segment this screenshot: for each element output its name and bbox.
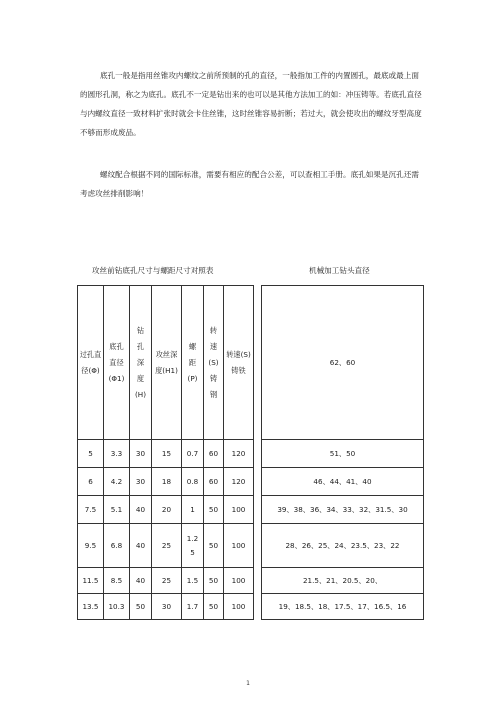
intro-paragraph: 底孔一般是指用丝锥攻内螺纹之前所预制的孔的直径，一般指加工件的内置圆孔，最底或最上面的圆形孔洞，称之为底孔。底孔不一定是钻出来的也可以是其他方法加工的如：冲压铸等。若底孔直径与内螺纹直径一致材料扩张时就会卡住丝锥，这时丝锥容易折断；若过大，就会使攻出的螺纹牙型高度不够而形成废品。 xyxy=(80,71,422,137)
cell: 50 xyxy=(204,594,224,620)
table-row xyxy=(78,524,254,568)
table-row xyxy=(262,524,424,568)
cell: 40 xyxy=(130,524,152,568)
cell: 25 xyxy=(152,568,182,594)
header-tap-depth: 攻丝深度(H1) xyxy=(152,286,182,440)
header-bottom-hole-diameter: 底孔直径(Φ1) xyxy=(104,286,130,440)
cell: 18 xyxy=(152,468,182,496)
cell: 13.5 xyxy=(78,594,104,620)
table-row xyxy=(262,496,424,524)
cell: 50 xyxy=(204,568,224,594)
cell: 11.5 xyxy=(78,568,104,594)
cell: 60 xyxy=(204,440,224,468)
cell: 21.5、21、20.5、20、 xyxy=(262,568,424,594)
cell: 6 xyxy=(78,468,104,496)
cell: 20 xyxy=(152,496,182,524)
cell: 3.3 xyxy=(104,440,130,468)
cell: 28、26、25、24、23.5、23、22 xyxy=(262,524,424,568)
cell: 100 xyxy=(224,524,254,568)
tap-drill-size-table xyxy=(77,285,254,620)
cell: 19、18.5、18、17.5、17、16.5、16 xyxy=(262,594,424,620)
cell: 9.5 xyxy=(78,524,104,568)
table-row xyxy=(262,440,424,468)
cell: 100 xyxy=(224,496,254,524)
table-row xyxy=(78,594,254,620)
header-drill-depth: 钻孔深度(H) xyxy=(130,286,152,440)
cell: 39、38、36、34、33、32、31.5、30 xyxy=(262,496,424,524)
header-through-hole-diameter: 过孔直径(Φ) xyxy=(78,286,104,440)
page-number: 1 xyxy=(246,680,250,687)
cell: 100 xyxy=(224,594,254,620)
drill-diameter-header-cell: 62、60 xyxy=(262,286,424,440)
cell: 5 xyxy=(78,440,104,468)
cell: 120 xyxy=(224,468,254,496)
cell: 51、50 xyxy=(262,440,424,468)
header-pitch: 螺距(P) xyxy=(182,286,204,440)
cell: 100 xyxy=(224,568,254,594)
table-row xyxy=(78,468,254,496)
table-header-row xyxy=(262,286,424,440)
cell: 50 xyxy=(204,524,224,568)
tolerance-paragraph: 螺纹配合根据不同的国际标准，需要有相应的配合公差，可以查相工手册。底孔如果是沉孔还需考虑攻丝排削影响！ xyxy=(80,170,419,198)
cell: 5.1 xyxy=(104,496,130,524)
cell: 60 xyxy=(204,468,224,496)
cell: 40 xyxy=(130,568,152,594)
header-speed-cast-iron: 转速(S)铸铁 xyxy=(224,286,254,440)
cell: 1 xyxy=(182,496,204,524)
cell: 0.8 xyxy=(182,468,204,496)
cell: 30 xyxy=(130,440,152,468)
table-header-row xyxy=(78,286,254,440)
cell: 40 xyxy=(130,496,152,524)
cell: 30 xyxy=(152,594,182,620)
cell: 46、44、41、40 xyxy=(262,468,424,496)
cell: 1.5 xyxy=(182,568,204,594)
cell: 120 xyxy=(224,440,254,468)
cell: 50 xyxy=(130,594,152,620)
cell: 10.3 xyxy=(104,594,130,620)
cell: 4.2 xyxy=(104,468,130,496)
cell: 50 xyxy=(204,496,224,524)
cell: 6.8 xyxy=(104,524,130,568)
table-row xyxy=(262,568,424,594)
header-speed-cast-steel: 转速(S)铸钢 xyxy=(204,286,224,440)
table-row xyxy=(78,496,254,524)
cell: 30 xyxy=(130,468,152,496)
cell: 1.25 xyxy=(182,524,204,568)
right-table-caption: 机械加工钻头直径 xyxy=(309,266,370,275)
cell: 8.5 xyxy=(104,568,130,594)
table-row xyxy=(78,568,254,594)
cell: 15 xyxy=(152,440,182,468)
drill-bit-diameter-table xyxy=(261,285,424,620)
left-table-caption: 攻丝前钻底孔尺寸与螺距尺寸对照表 xyxy=(92,266,214,275)
table-row xyxy=(262,594,424,620)
cell: 7.5 xyxy=(78,496,104,524)
table-row xyxy=(78,440,254,468)
cell: 1.7 xyxy=(182,594,204,620)
cell: 0.7 xyxy=(182,440,204,468)
cell: 25 xyxy=(152,524,182,568)
table-row xyxy=(262,468,424,496)
